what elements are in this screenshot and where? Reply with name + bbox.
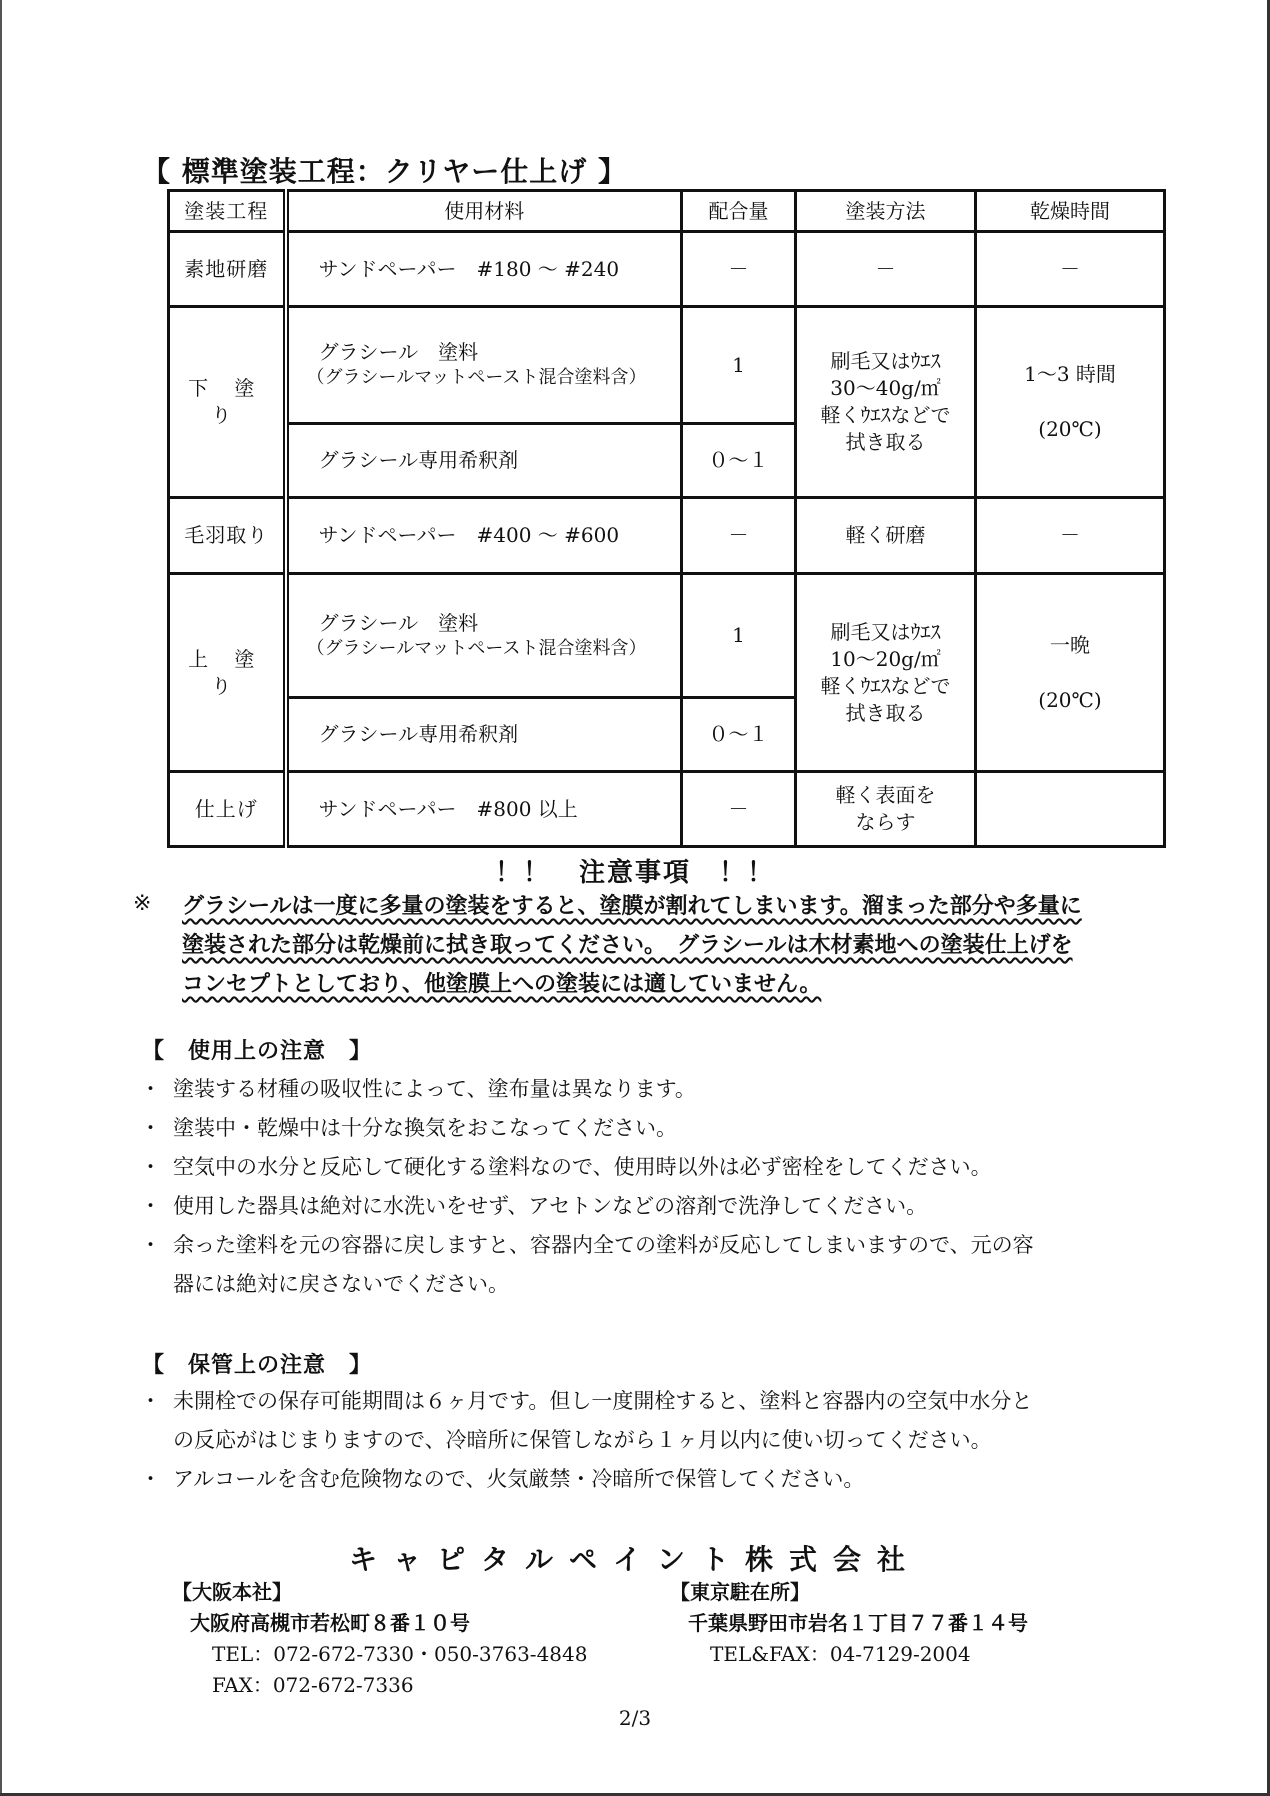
osaka-tel: TEL：072-672-7330・050-3763-4848	[212, 1642, 588, 1666]
method-line: 拭き取る	[845, 430, 926, 454]
list-item: ・ 余った塗料を元の容器に戻しますと、容器内全ての塗料が反応してしまいますので、元の容 器には絶対に戻さないでください。	[140, 1233, 1034, 1296]
company-name: キャピタルペイント株式会社	[348, 1543, 921, 1576]
osaka-fax: FAX：072-672-7336	[212, 1673, 414, 1697]
warning-line: グラシールは一度に多量の塗装をすると、塗膜が割れてしまいます。溜まった部分や多量に	[182, 894, 1082, 919]
table-row	[169, 574, 1165, 698]
material-cell	[286, 574, 682, 698]
table-row	[169, 772, 1165, 847]
material-main: グラシール 塗料	[318, 610, 479, 635]
material-cell	[286, 307, 682, 424]
list-item: ・ 未開栓での保存可能期間は６ヶ月です。但し一度開栓すると、塗料と容器内の空気中水分と の反応がはじまりますので、冷暗所に保管しながら１ヶ月以内に使い切ってください。	[140, 1389, 1033, 1452]
material-main: グラシール 塗料	[318, 340, 479, 365]
method-line: 30～40g/㎡	[830, 376, 941, 400]
stage-cell	[169, 307, 286, 498]
stage-label: 下 塗 り	[188, 376, 265, 427]
table-row	[169, 498, 1165, 574]
method-line: 軽くｳｴｽなどで	[820, 403, 951, 427]
method-cell	[796, 574, 976, 772]
table-row	[169, 307, 1165, 424]
tokyo-address: 千葉県野田市岩名１丁目７７番１４号	[688, 1611, 1028, 1635]
dry-time-cell: －	[976, 498, 1165, 574]
method-line: 刷毛又はｳｴｽ	[830, 349, 941, 373]
material-cell: サンドペーパー #180 ～ #240	[286, 232, 682, 307]
list-item: ・ 塗装中・乾燥中は十分な換気をおこなってください。	[140, 1116, 677, 1140]
dry-line: (20℃)	[1038, 687, 1102, 712]
warning-text	[182, 887, 1142, 1004]
material-sub: （グラシールマットペースト混合塗料含）	[306, 637, 647, 659]
stage-label: 上 塗 り	[188, 646, 265, 698]
dry-time-cell	[976, 307, 1165, 498]
usage-list	[140, 1070, 1140, 1304]
page-border-left	[0, 0, 2, 1796]
osaka-office	[172, 1577, 587, 1701]
table-header-row	[169, 191, 1165, 232]
material-sub: （グラシールマットペースト混合塗料含）	[306, 367, 647, 389]
osaka-office-label: 【大阪本社】	[172, 1580, 292, 1604]
storage-list	[140, 1382, 1140, 1499]
method-line: 軽く表面を	[835, 783, 936, 807]
usage-heading: 【 使用上の注意 】	[142, 1039, 373, 1064]
header-method: 塗装方法	[796, 191, 976, 232]
section-title: 【 標準塗装工程：クリヤー仕上げ 】	[142, 155, 627, 188]
method-cell	[796, 772, 976, 847]
tokyo-office	[670, 1577, 1028, 1670]
caution-title: ！！ 注意事項 ！！	[494, 858, 775, 888]
ratio-cell: －	[682, 498, 796, 574]
header-dry-time: 乾燥時間	[976, 191, 1165, 232]
page-number: 2/3	[618, 1706, 652, 1730]
list-item: ・ 空気中の水分と反応して硬化する塗料なので、使用時以外は必ず密栓をしてください。	[140, 1155, 992, 1179]
material-cell: サンドペーパー #800 以上	[286, 772, 682, 847]
ratio-cell: 1	[682, 307, 796, 424]
ratio-cell: ０～１	[682, 698, 796, 772]
method-line: 軽くｳｴｽなどで	[820, 673, 951, 698]
method-cell: －	[796, 232, 976, 307]
material-cell: サンドペーパー #400 ～ #600	[286, 498, 682, 574]
header-stage: 塗装工程	[169, 191, 286, 232]
method-cell	[796, 307, 976, 498]
list-item: ・ 使用した器具は絶対に水洗いをせず、アセトンなどの溶剤で洗浄してください。	[140, 1194, 928, 1218]
method-line: 刷毛又はｳｴｽ	[830, 619, 941, 644]
dry-line: 1～3 時間	[1024, 362, 1116, 386]
method-line: 拭き取る	[845, 700, 926, 725]
material-cell: グラシール専用希釈剤	[286, 424, 682, 498]
method-line: 10～20g/㎡	[830, 646, 941, 671]
header-material: 使用材料	[286, 191, 682, 232]
method-cell: 軽く研磨	[796, 498, 976, 574]
list-item: ・ アルコールを含む危険物なので、火気厳禁・冷暗所で保管してください。	[140, 1467, 865, 1491]
ratio-cell: 1	[682, 574, 796, 698]
tokyo-office-label: 【東京駐在所】	[670, 1580, 810, 1604]
dry-line: 一晩	[1050, 632, 1090, 657]
material-cell: グラシール専用希釈剤	[286, 698, 682, 772]
warning-line: コンセプトとしており、他塗膜上への塗装には適していません。	[182, 972, 822, 997]
dry-time-cell	[976, 574, 1165, 772]
painting-process-table	[167, 189, 1166, 848]
stage-cell: 素地研磨	[169, 232, 286, 307]
list-item: ・ 塗装する材種の吸収性によって、塗布量は異なります。	[140, 1077, 696, 1101]
ratio-cell: －	[682, 772, 796, 847]
osaka-address: 大阪府高槻市若松町８番１０号	[190, 1611, 470, 1635]
stage-cell	[169, 574, 286, 772]
stage-cell: 毛羽取り	[169, 498, 286, 574]
dry-line: (20℃)	[1038, 417, 1102, 441]
dry-time-cell: －	[976, 232, 1165, 307]
warning-line: 塗装された部分は乾燥前に拭き取ってください。 グラシールは木材素地への塗装仕上げを	[182, 933, 1073, 958]
warning-mark: ※	[133, 891, 152, 916]
header-ratio: 配合量	[682, 191, 796, 232]
tokyo-telfax: TEL&FAX：04-7129-2004	[710, 1642, 971, 1666]
storage-heading: 【 保管上の注意 】	[142, 1353, 373, 1378]
ratio-cell: ０～１	[682, 424, 796, 498]
ratio-cell: －	[682, 232, 796, 307]
stage-cell: 仕上げ	[169, 772, 286, 847]
method-line: ならす	[855, 810, 916, 834]
table-row	[169, 232, 1165, 307]
dry-time-cell	[976, 772, 1165, 847]
